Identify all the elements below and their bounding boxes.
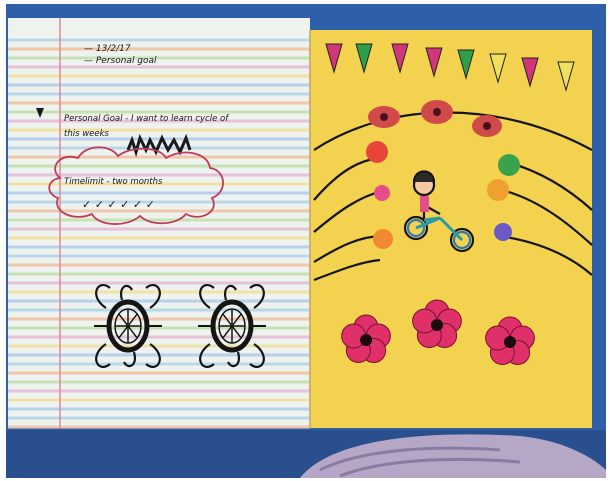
goal-line-1: Personal Goal - I want to learn cycle of <box>64 114 229 124</box>
check-marks: ✓ ✓ ✓ ✓ ✓ ✓ <box>82 198 155 211</box>
flower-icon <box>368 106 400 128</box>
flower-icon <box>472 115 502 137</box>
cloud-text: Timelimit - two months <box>64 177 163 187</box>
date-line: — 13/2/17 <box>84 44 131 54</box>
flower-icon <box>421 100 453 124</box>
goal-line-2: this weeks <box>64 129 109 139</box>
header-line: — Personal goal <box>84 56 157 66</box>
